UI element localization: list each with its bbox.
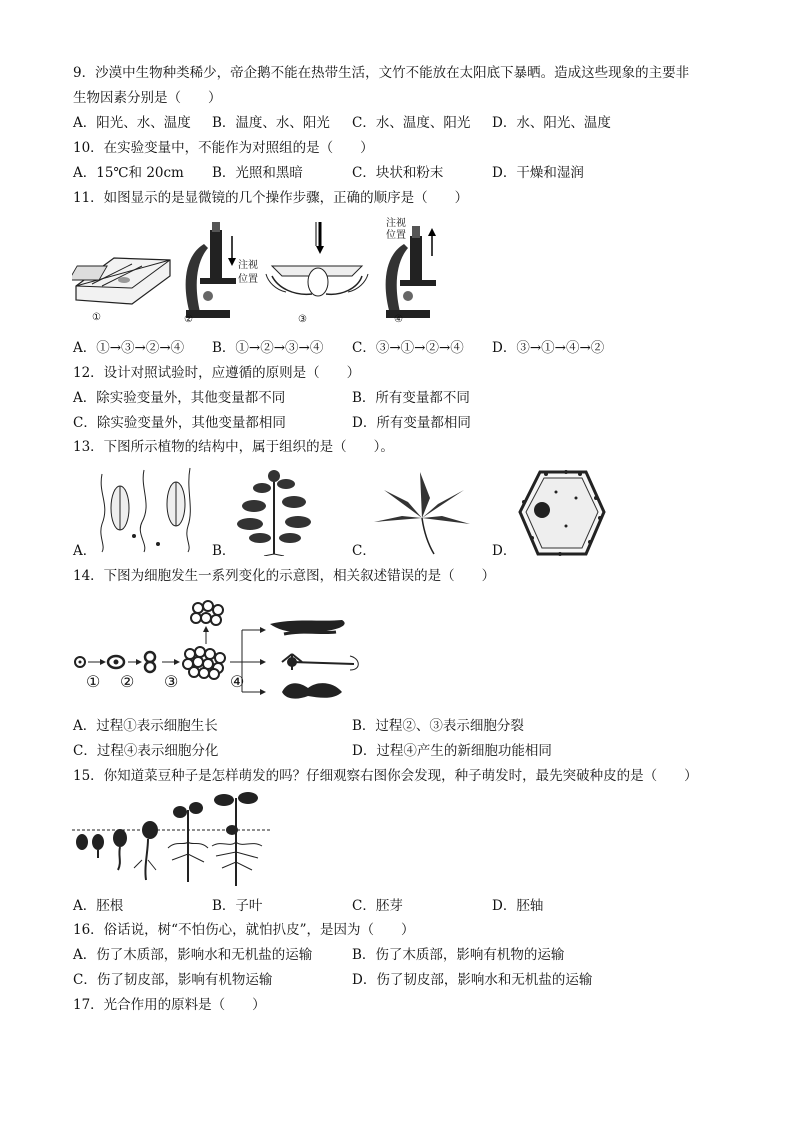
q12-option-c: C．除实验变量外，其他变量都相同 — [73, 415, 286, 431]
q14-option-a: A．过程①表示细胞生长 — [73, 718, 218, 734]
q15-option-d: D．胚轴 — [492, 898, 544, 914]
q9-stem-line1: 9．沙漠中生物种类稀少，帝企鹅不能在热带生活，文竹不能放在太阳底下暴晒。造成这些现象的主要非 — [73, 65, 690, 81]
microscope-steps-figure — [72, 216, 452, 330]
hands-placing-slide-illustration — [266, 222, 368, 296]
q16-option-a: A．伤了木质部，影响水和无机盐的运输 — [73, 947, 313, 963]
fig2-note-top: 注视 — [238, 260, 258, 271]
fig14-label-1: ① — [86, 672, 101, 691]
q10-option-d: D．干燥和湿润 — [492, 165, 584, 181]
fig11-label-1: ① — [92, 312, 101, 323]
q9-option-a: A．阳光、水、温度 — [73, 115, 191, 131]
q11-option-a: A．①→③→②→④ — [73, 340, 185, 356]
whole-plant-figure — [234, 468, 314, 556]
q14-option-d: D．过程④产生的新细胞功能相同 — [352, 743, 552, 759]
leaf-figure — [372, 468, 472, 556]
q11-option-c: C．③→①→②→④ — [352, 340, 464, 356]
fig2-note-bottom: 位置 — [238, 274, 258, 285]
q12-option-d: D．所有变量都相同 — [352, 415, 471, 431]
fig14-label-4: ④ — [230, 672, 245, 691]
q12-option-a: A．除实验变量外，其他变量都不同 — [73, 390, 286, 406]
fig14-label-2: ② — [120, 672, 135, 691]
q13-option-c: C． — [352, 543, 376, 559]
q10-option-c: C．块状和粉末 — [352, 165, 444, 181]
fig4-note-top: 注视 — [386, 218, 406, 229]
plant-cell-figure — [516, 468, 606, 558]
q16-stem: 16．俗话说，树“不怕伤心，就怕扒皮”，是因为（ ） — [73, 922, 415, 938]
q13-option-a: A． — [73, 543, 97, 559]
q9-option-c: C．水、温度、阳光 — [352, 115, 471, 131]
q12-stem: 12．设计对照试验时，应遵循的原则是（ ） — [73, 365, 361, 381]
q17-stem: 17．光合作用的原料是（ ） — [73, 997, 266, 1013]
q16-option-d: D．伤了韧皮部，影响水和无机盐的运输 — [352, 972, 593, 988]
q15-stem: 15．你知道菜豆种子是怎样萌发的吗？仔细观察右图你会发现，种子萌发时，最先突破种皮的是（ ） — [73, 768, 698, 784]
q15-option-a: A．胚根 — [73, 898, 124, 914]
q13-stem: 13．下图所示植物的结构中，属于组织的是（ ）。 — [73, 439, 394, 455]
q15-option-b: B．子叶 — [212, 898, 263, 914]
q12-option-b: B．所有变量都不同 — [352, 390, 470, 406]
q11-stem: 11．如图显示的是显微镜的几个操作步骤，正确的顺序是（ ） — [73, 190, 469, 206]
cell-tissue-figure — [96, 464, 196, 554]
q14-option-b: B．过程②、③表示细胞分裂 — [352, 718, 524, 734]
q13-option-b: B． — [212, 543, 236, 559]
fig4-note-bottom: 位置 — [386, 230, 406, 241]
q10-option-a: A．15℃和 20cm — [73, 165, 184, 181]
q9-option-d: D．水、阳光、温度 — [492, 115, 611, 131]
q10-option-b: B．光照和黑暗 — [212, 165, 303, 181]
fig11-label-4: ④ — [394, 314, 403, 325]
cell-change-figure — [72, 596, 372, 720]
q10-stem: 10．在实验变量中，不能作为对照组的是（ ） — [73, 140, 374, 156]
q14-stem: 14．下图为细胞发生一系列变化的示意图，相关叙述错误的是（ ） — [73, 568, 496, 584]
q15-option-c: C．胚芽 — [352, 898, 403, 914]
q9-option-b: B．温度、水、阳光 — [212, 115, 330, 131]
q11-option-d: D．③→①→④→② — [492, 340, 605, 356]
q9-stem-line2: 生物因素分别是（ ） — [73, 90, 222, 106]
q16-option-c: C．伤了韧皮部，影响有机物运输 — [73, 972, 273, 988]
fig14-label-3: ③ — [164, 672, 179, 691]
microscope-stage-illustration — [72, 258, 170, 304]
q16-option-b: B．伤了木质部，影响有机物的运输 — [352, 947, 565, 963]
microscope-side-view-1 — [186, 222, 236, 318]
q13-option-d: D． — [492, 543, 517, 559]
q14-option-c: C．过程④表示细胞分化 — [73, 743, 219, 759]
fig11-label-2: ② — [184, 314, 193, 325]
q11-option-b: B．①→②→③→④ — [212, 340, 324, 356]
fig11-label-3: ③ — [298, 314, 307, 325]
bean-germination-figure — [72, 790, 272, 890]
